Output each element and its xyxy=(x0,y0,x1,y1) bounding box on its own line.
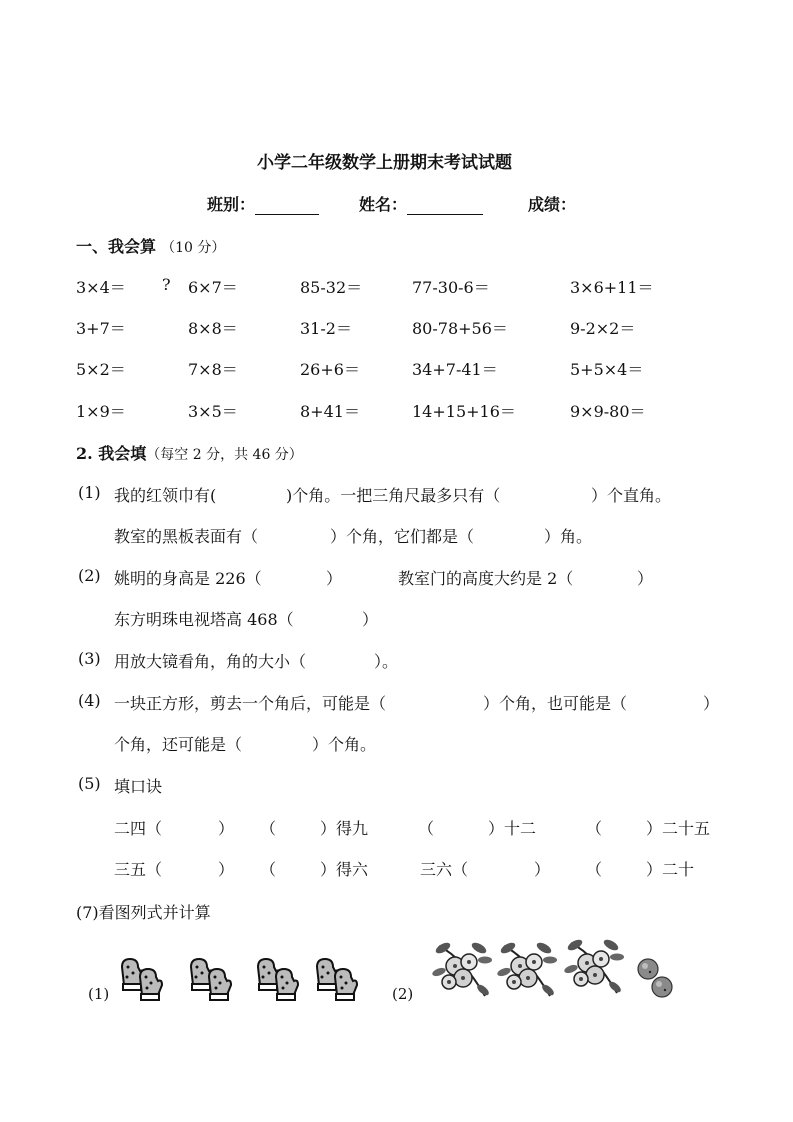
mitten-pair-icon xyxy=(187,955,239,1001)
calc-r1-c3: 85-32＝ xyxy=(300,278,363,297)
section2-title: 2. 我会填 xyxy=(76,444,147,463)
q5-r2-e: 三六（ xyxy=(420,860,469,879)
calc-r3-c5: 5+5×4＝ xyxy=(570,360,644,379)
calc-r4-c1: 1×9＝ xyxy=(76,402,126,421)
q4-text-e: ）个角。 xyxy=(312,735,377,754)
q2-text-d: ） xyxy=(637,569,654,588)
q5-r1-d: ）得九 xyxy=(320,819,369,838)
q5-r2-a: 三五（ xyxy=(114,860,163,879)
calc-r2-c1: 3+7＝ xyxy=(76,319,126,338)
section2-heading xyxy=(76,441,303,464)
calc-r3-c1: 5×2＝ xyxy=(76,360,126,379)
mitten-pair-icon xyxy=(118,955,170,1001)
q1-text-c: ）个直角。 xyxy=(591,486,672,505)
q5-r1-h: ）二十五 xyxy=(646,819,711,838)
class-label: 班别： xyxy=(207,195,256,214)
q5-r2-d: ）得六 xyxy=(320,860,369,879)
name-label: 姓名： xyxy=(359,195,408,214)
flower-branch-icon xyxy=(498,938,558,1000)
q5-r1-g: （ xyxy=(586,819,603,838)
calc-r3-c2: 7×8＝ xyxy=(188,360,238,379)
q2-text-f: ） xyxy=(362,610,379,629)
q5-number: (5) xyxy=(78,774,101,793)
q5-r2-f: ） xyxy=(534,860,551,879)
q1-text-b: )个角。一把三角尺最多只有（ xyxy=(286,486,501,505)
section2-note: （每空 2 分，共 46 分） xyxy=(146,447,303,463)
q5-r2-h: ）二十 xyxy=(646,860,695,879)
q4-text-c: ） xyxy=(703,694,720,713)
apple-pair-icon xyxy=(635,955,677,1001)
page-title: 小学二年级数学上册期末考试试题 xyxy=(257,153,512,173)
q5-label: 填口诀 xyxy=(114,777,163,796)
calc-r2-c2: 8×8＝ xyxy=(188,319,238,338)
q3-text-b: ）。 xyxy=(374,652,399,671)
q7-label: (7)看图列式并计算 xyxy=(76,903,211,922)
calc-r1-c4: 77-30-6＝ xyxy=(412,278,490,297)
q3-number: (3) xyxy=(78,649,101,668)
q4-number: (4) xyxy=(78,691,101,710)
calc-r1-c2: 6×7＝ xyxy=(188,278,238,297)
section1-note: （10 分） xyxy=(161,240,226,256)
calc-r3-c3: 26+6＝ xyxy=(300,360,360,379)
q1-text-a: 我的红领巾有( xyxy=(114,486,217,505)
class-blank[interactable] xyxy=(255,198,319,215)
q1-number: (1) xyxy=(78,483,101,502)
q3-text-a: 用放大镜看角，角的大小（ xyxy=(114,652,307,671)
calc-r2-c5: 9-2×2＝ xyxy=(570,319,636,338)
q2-text-e: 东方明珠电视塔高 468（ xyxy=(114,610,294,629)
calc-r1-c5: 3×6+11＝ xyxy=(570,278,654,297)
flower-branch-icon xyxy=(433,938,493,1000)
q7-part1-label: (1) xyxy=(88,985,110,1003)
q7-part2-label: (2) xyxy=(392,985,414,1003)
class-field xyxy=(207,192,319,215)
q2-text-a: 姚明的身高是 226（ xyxy=(114,569,262,588)
q5-r1-a: 二四（ xyxy=(114,819,163,838)
q5-r2-g: （ xyxy=(586,860,603,879)
q5-r2-c: （ xyxy=(260,860,277,879)
flower-branch-icon xyxy=(565,935,625,997)
section1-title: 一、我会算 xyxy=(76,237,157,256)
q2-number: (2) xyxy=(78,566,101,585)
calc-r2-c3: 31-2＝ xyxy=(300,319,352,338)
q5-r1-b: ） xyxy=(218,819,235,838)
q4-text-b: ）个角，也可能是（ xyxy=(483,694,628,713)
calc-r1-c1: 3×4＝ xyxy=(76,278,126,297)
calc-r2-c4: 80-78+56＝ xyxy=(412,319,508,338)
section1-heading xyxy=(76,234,225,257)
calc-r4-c2: 3×5＝ xyxy=(188,402,238,421)
stray-mark: ? xyxy=(162,275,171,294)
q4-text-a: 一块正方形，剪去一个角后，可能是（ xyxy=(114,694,387,713)
mitten-pair-icon xyxy=(254,955,306,1001)
q1-text-d: 教室的黑板表面有（ xyxy=(114,527,259,546)
score-label: 成绩： xyxy=(528,195,577,214)
mitten-pair-icon xyxy=(313,955,365,1001)
q5-r2-b: ） xyxy=(218,860,235,879)
q2-text-b: ） xyxy=(326,569,343,588)
q4-text-d: 个角，还可能是（ xyxy=(114,735,243,754)
q5-r1-e: （ xyxy=(418,819,435,838)
name-blank[interactable] xyxy=(407,198,483,215)
calc-r4-c4: 14+15+16＝ xyxy=(412,402,516,421)
calc-r3-c4: 34+7-41＝ xyxy=(412,360,498,379)
name-field xyxy=(359,192,483,215)
q1-text-e: ）个角，它们都是（ xyxy=(330,527,475,546)
calc-r4-c3: 8+41＝ xyxy=(300,402,360,421)
calc-r4-c5: 9×9-80＝ xyxy=(570,402,646,421)
q2-text-c: 教室门的高度大约是 2（ xyxy=(398,569,574,588)
q1-text-f: ）角。 xyxy=(544,527,593,546)
q5-r1-f: ）十二 xyxy=(488,819,537,838)
q5-r1-c: （ xyxy=(260,819,277,838)
